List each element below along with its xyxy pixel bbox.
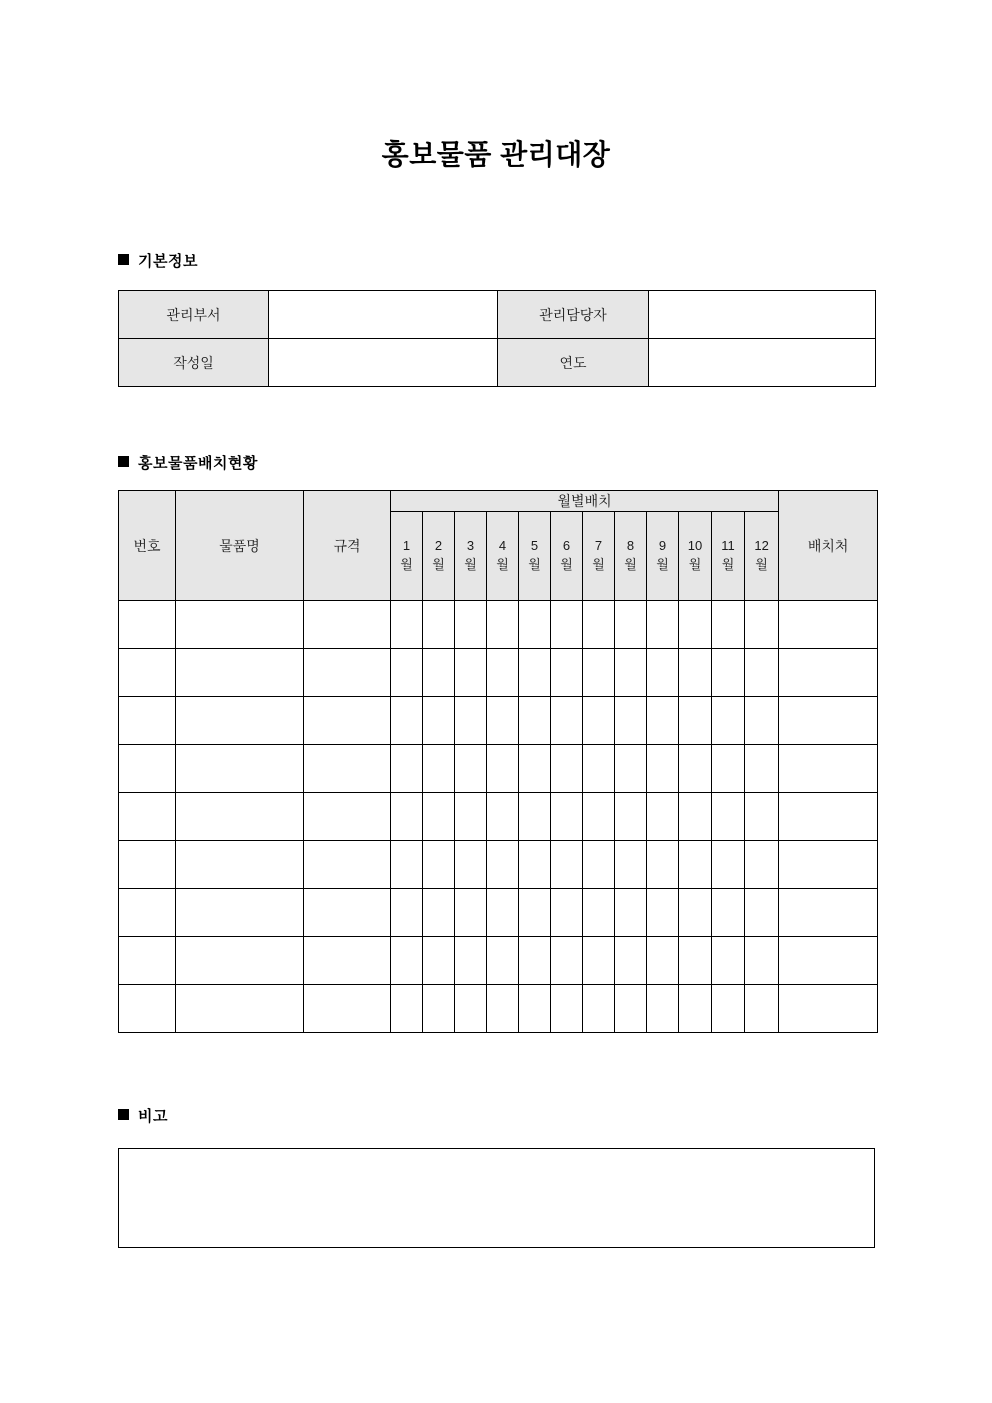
column-header-month-12 xyxy=(745,512,779,601)
cell-month-5[interactable] xyxy=(519,985,551,1033)
cell-month-7[interactable] xyxy=(583,889,615,937)
column-header-month-5 xyxy=(519,512,551,601)
cell-item-name[interactable] xyxy=(176,601,304,649)
cell-month-5[interactable] xyxy=(519,889,551,937)
month-number: 7 xyxy=(594,538,603,554)
layout-status-table xyxy=(118,490,878,1033)
cell-month-2[interactable] xyxy=(423,697,455,745)
cell-month-10[interactable] xyxy=(679,649,712,697)
cell-item-name[interactable] xyxy=(176,937,304,985)
cell-month-11[interactable] xyxy=(712,601,745,649)
cell-place[interactable] xyxy=(779,985,878,1033)
cell-month-4[interactable] xyxy=(487,649,519,697)
cell-month-12[interactable] xyxy=(745,649,779,697)
cell-no[interactable] xyxy=(119,985,176,1033)
month-number: 12 xyxy=(754,538,769,554)
cell-month-10[interactable] xyxy=(679,841,712,889)
cell-month-8[interactable] xyxy=(615,937,647,985)
cell-month-10[interactable] xyxy=(679,601,712,649)
cell-no[interactable] xyxy=(119,697,176,745)
cell-place[interactable] xyxy=(779,937,878,985)
cell-month-1[interactable] xyxy=(391,937,423,985)
cell-no[interactable] xyxy=(119,649,176,697)
cell-item-name[interactable] xyxy=(176,745,304,793)
cell-month-8[interactable] xyxy=(615,745,647,793)
cell-item-name[interactable] xyxy=(176,985,304,1033)
column-header-month-4 xyxy=(487,512,519,601)
cell-month-8[interactable] xyxy=(615,889,647,937)
cell-month-10[interactable] xyxy=(679,889,712,937)
cell-month-7[interactable] xyxy=(583,937,615,985)
cell-month-3[interactable] xyxy=(455,841,487,889)
cell-spec[interactable] xyxy=(304,697,391,745)
month-number: 4 xyxy=(498,538,507,554)
square-bullet-icon xyxy=(118,456,129,467)
cell-spec[interactable] xyxy=(304,601,391,649)
cell-month-3[interactable] xyxy=(455,793,487,841)
month-number: 11 xyxy=(721,538,735,554)
cell-month-11[interactable] xyxy=(712,889,745,937)
cell-month-12[interactable] xyxy=(745,841,779,889)
cell-month-7[interactable] xyxy=(583,841,615,889)
table-row xyxy=(119,339,876,387)
cell-month-3[interactable] xyxy=(455,937,487,985)
cell-month-9[interactable] xyxy=(647,841,679,889)
cell-month-9[interactable] xyxy=(647,745,679,793)
month-unit: 월 xyxy=(624,557,637,572)
cell-month-1[interactable] xyxy=(391,889,423,937)
cell-item-name[interactable] xyxy=(176,889,304,937)
field-value-year[interactable] xyxy=(649,339,876,387)
cell-place[interactable] xyxy=(779,745,878,793)
column-header-month-11 xyxy=(712,512,745,601)
month-unit: 월 xyxy=(755,557,768,572)
cell-month-12[interactable] xyxy=(745,937,779,985)
cell-item-name[interactable] xyxy=(176,649,304,697)
cell-month-12[interactable] xyxy=(745,985,779,1033)
cell-place[interactable] xyxy=(779,697,878,745)
cell-month-2[interactable] xyxy=(423,745,455,793)
cell-month-9[interactable] xyxy=(647,649,679,697)
cell-month-1[interactable] xyxy=(391,745,423,793)
cell-month-1[interactable] xyxy=(391,793,423,841)
cell-month-3[interactable] xyxy=(455,601,487,649)
cell-month-4[interactable] xyxy=(487,697,519,745)
basic-info-table xyxy=(118,290,876,387)
cell-month-1[interactable] xyxy=(391,649,423,697)
cell-month-9[interactable] xyxy=(647,937,679,985)
table-row xyxy=(119,697,878,745)
month-number: 6 xyxy=(562,538,571,554)
month-number: 2 xyxy=(434,538,443,554)
cell-month-12[interactable] xyxy=(745,745,779,793)
cell-item-name[interactable] xyxy=(176,841,304,889)
field-label-department: 관리부서 xyxy=(119,291,269,339)
cell-no[interactable] xyxy=(119,937,176,985)
cell-month-8[interactable] xyxy=(615,697,647,745)
month-number: 5 xyxy=(530,538,539,554)
square-bullet-icon xyxy=(118,1109,129,1120)
cell-month-9[interactable] xyxy=(647,793,679,841)
cell-spec[interactable] xyxy=(304,841,391,889)
square-bullet-icon xyxy=(118,254,129,265)
table-row xyxy=(119,937,878,985)
cell-month-5[interactable] xyxy=(519,601,551,649)
cell-month-2[interactable] xyxy=(423,985,455,1033)
cell-month-7[interactable] xyxy=(583,649,615,697)
cell-month-11[interactable] xyxy=(712,697,745,745)
cell-month-6[interactable] xyxy=(551,745,583,793)
cell-month-9[interactable] xyxy=(647,601,679,649)
cell-no[interactable] xyxy=(119,841,176,889)
table-row xyxy=(119,601,878,649)
month-unit: 월 xyxy=(656,557,669,572)
cell-item-name[interactable] xyxy=(176,697,304,745)
cell-month-12[interactable] xyxy=(745,793,779,841)
cell-spec[interactable] xyxy=(304,985,391,1033)
cell-month-4[interactable] xyxy=(487,889,519,937)
column-header-spec: 규격 xyxy=(304,491,391,601)
cell-month-8[interactable] xyxy=(615,601,647,649)
cell-month-3[interactable] xyxy=(455,649,487,697)
field-label-created-date: 작성일 xyxy=(119,339,269,387)
column-header-monthly-group: 월별배치 xyxy=(391,491,779,512)
cell-month-3[interactable] xyxy=(455,745,487,793)
cell-month-7[interactable] xyxy=(583,697,615,745)
cell-month-9[interactable] xyxy=(647,889,679,937)
month-number: 1 xyxy=(402,538,411,554)
month-unit: 월 xyxy=(464,557,477,572)
column-header-month-10 xyxy=(679,512,712,601)
cell-month-5[interactable] xyxy=(519,937,551,985)
cell-month-1[interactable] xyxy=(391,985,423,1033)
cell-month-2[interactable] xyxy=(423,937,455,985)
cell-month-5[interactable] xyxy=(519,793,551,841)
column-header-month-6 xyxy=(551,512,583,601)
section-heading-note-label: 비고 xyxy=(138,1108,168,1125)
cell-month-6[interactable] xyxy=(551,841,583,889)
cell-place[interactable] xyxy=(779,793,878,841)
cell-month-12[interactable] xyxy=(745,601,779,649)
column-header-month-3 xyxy=(455,512,487,601)
cell-month-3[interactable] xyxy=(455,697,487,745)
month-unit: 월 xyxy=(688,557,702,572)
cell-month-2[interactable] xyxy=(423,601,455,649)
cell-month-9[interactable] xyxy=(647,985,679,1033)
cell-month-6[interactable] xyxy=(551,601,583,649)
cell-month-7[interactable] xyxy=(583,601,615,649)
cell-month-11[interactable] xyxy=(712,841,745,889)
cell-month-11[interactable] xyxy=(712,937,745,985)
field-label-year: 연도 xyxy=(498,339,649,387)
cell-month-8[interactable] xyxy=(615,793,647,841)
cell-item-name[interactable] xyxy=(176,793,304,841)
note-textarea[interactable] xyxy=(118,1148,875,1248)
cell-month-10[interactable] xyxy=(679,937,712,985)
section-heading-note xyxy=(118,1105,168,1126)
cell-month-7[interactable] xyxy=(583,985,615,1033)
cell-month-7[interactable] xyxy=(583,793,615,841)
cell-month-6[interactable] xyxy=(551,793,583,841)
cell-month-1[interactable] xyxy=(391,697,423,745)
cell-month-6[interactable] xyxy=(551,697,583,745)
cell-month-4[interactable] xyxy=(487,937,519,985)
column-header-month-8 xyxy=(615,512,647,601)
cell-spec[interactable] xyxy=(304,937,391,985)
cell-month-12[interactable] xyxy=(745,697,779,745)
month-number: 10 xyxy=(687,538,703,554)
cell-month-10[interactable] xyxy=(679,985,712,1033)
month-unit: 월 xyxy=(400,557,413,572)
column-header-month-9 xyxy=(647,512,679,601)
cell-month-10[interactable] xyxy=(679,745,712,793)
cell-no[interactable] xyxy=(119,601,176,649)
cell-month-9[interactable] xyxy=(647,697,679,745)
month-unit: 월 xyxy=(560,557,573,572)
month-unit: 월 xyxy=(432,557,445,572)
cell-month-10[interactable] xyxy=(679,793,712,841)
month-unit: 월 xyxy=(592,557,605,572)
cell-month-2[interactable] xyxy=(423,889,455,937)
table-row xyxy=(119,291,876,339)
month-unit: 월 xyxy=(496,557,509,572)
cell-month-2[interactable] xyxy=(423,793,455,841)
cell-no[interactable] xyxy=(119,889,176,937)
cell-spec[interactable] xyxy=(304,745,391,793)
cell-month-4[interactable] xyxy=(487,841,519,889)
cell-month-6[interactable] xyxy=(551,889,583,937)
table-header-row-group xyxy=(119,491,878,512)
cell-spec[interactable] xyxy=(304,889,391,937)
cell-spec[interactable] xyxy=(304,649,391,697)
month-unit: 월 xyxy=(528,557,541,572)
field-label-manager: 관리담당자 xyxy=(498,291,649,339)
column-header-no: 번호 xyxy=(119,491,176,601)
cell-no[interactable] xyxy=(119,745,176,793)
field-value-department[interactable] xyxy=(269,291,498,339)
table-row xyxy=(119,889,878,937)
cell-no[interactable] xyxy=(119,793,176,841)
cell-month-8[interactable] xyxy=(615,841,647,889)
cell-month-8[interactable] xyxy=(615,985,647,1033)
cell-place[interactable] xyxy=(779,889,878,937)
cell-month-5[interactable] xyxy=(519,841,551,889)
cell-month-3[interactable] xyxy=(455,985,487,1033)
cell-month-11[interactable] xyxy=(712,793,745,841)
cell-month-4[interactable] xyxy=(487,985,519,1033)
cell-month-5[interactable] xyxy=(519,745,551,793)
month-number: 8 xyxy=(626,538,635,554)
cell-spec[interactable] xyxy=(304,793,391,841)
page-title: 홍보물품 관리대장 xyxy=(381,139,611,170)
section-heading-layout-status-label: 홍보물품배치현황 xyxy=(138,455,258,472)
section-heading-basic-info-label: 기본정보 xyxy=(138,253,198,270)
column-header-month-1 xyxy=(391,512,423,601)
cell-month-10[interactable] xyxy=(679,697,712,745)
cell-month-6[interactable] xyxy=(551,649,583,697)
table-row xyxy=(119,841,878,889)
month-unit: 월 xyxy=(721,557,735,572)
cell-month-12[interactable] xyxy=(745,889,779,937)
cell-month-4[interactable] xyxy=(487,793,519,841)
cell-month-7[interactable] xyxy=(583,745,615,793)
column-header-item-name: 물품명 xyxy=(176,491,304,601)
cell-place[interactable] xyxy=(779,601,878,649)
cell-month-3[interactable] xyxy=(455,889,487,937)
month-number: 9 xyxy=(658,538,667,554)
cell-month-2[interactable] xyxy=(423,841,455,889)
cell-month-11[interactable] xyxy=(712,649,745,697)
cell-month-5[interactable] xyxy=(519,697,551,745)
field-value-manager[interactable] xyxy=(649,291,876,339)
cell-month-6[interactable] xyxy=(551,937,583,985)
table-row xyxy=(119,745,878,793)
section-heading-layout-status xyxy=(118,452,258,473)
month-number: 3 xyxy=(466,538,475,554)
cell-place[interactable] xyxy=(779,649,878,697)
column-header-month-7 xyxy=(583,512,615,601)
table-row xyxy=(119,649,878,697)
cell-month-4[interactable] xyxy=(487,745,519,793)
cell-month-5[interactable] xyxy=(519,649,551,697)
cell-month-1[interactable] xyxy=(391,601,423,649)
section-heading-basic-info xyxy=(118,250,198,271)
table-row xyxy=(119,793,878,841)
cell-month-1[interactable] xyxy=(391,841,423,889)
cell-month-11[interactable] xyxy=(712,985,745,1033)
field-value-created-date[interactable] xyxy=(269,339,498,387)
cell-month-2[interactable] xyxy=(423,649,455,697)
column-header-place: 배치처 xyxy=(779,491,878,601)
cell-month-8[interactable] xyxy=(615,649,647,697)
column-header-month-2 xyxy=(423,512,455,601)
cell-month-6[interactable] xyxy=(551,985,583,1033)
cell-place[interactable] xyxy=(779,841,878,889)
cell-month-4[interactable] xyxy=(487,601,519,649)
table-row xyxy=(119,985,878,1033)
cell-month-11[interactable] xyxy=(712,745,745,793)
